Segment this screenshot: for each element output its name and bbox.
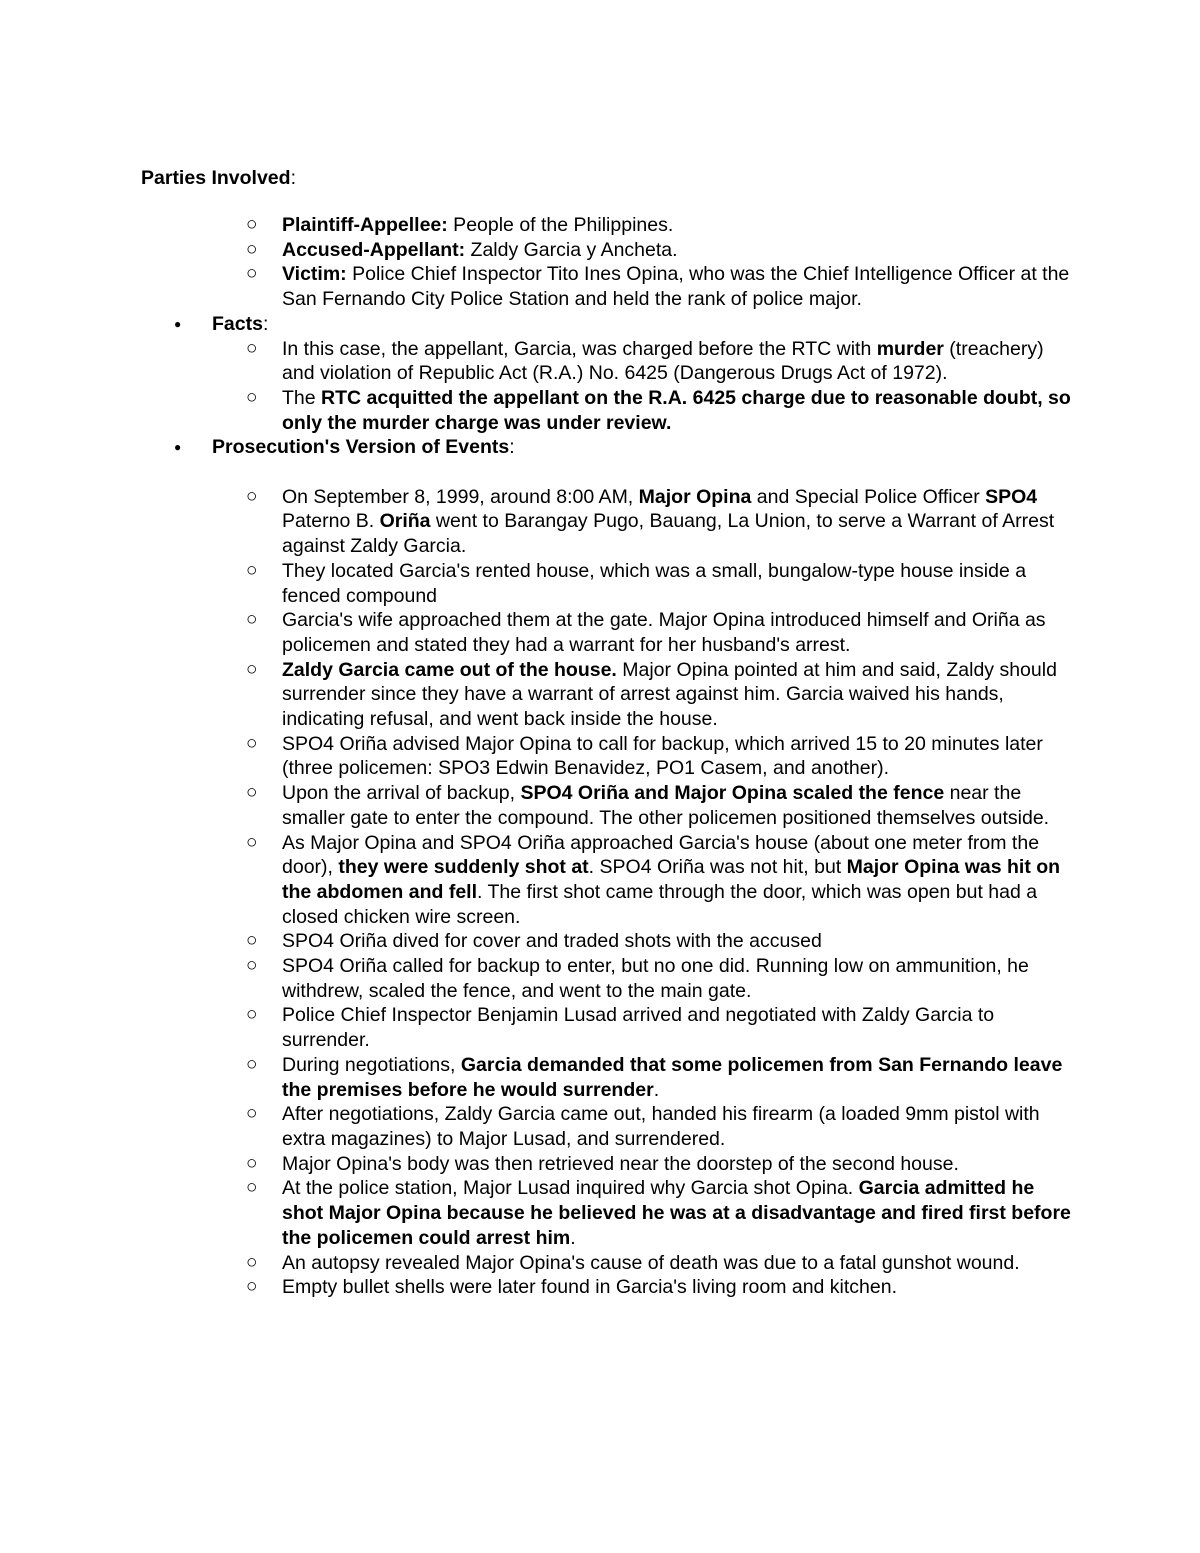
hollow-bullet-icon: ○	[246, 1276, 258, 1298]
event-6-text-b: near the smaller gate to enter the compound. The other policemen positioned themselves outside.	[282, 782, 1050, 829]
hollow-bullet-icon: ○	[246, 1103, 258, 1125]
event-1-text-b: and Special Police Officer	[751, 485, 986, 508]
facts-1-text-a: In this case, the appellant, Garcia, was charged before the RTC with	[282, 337, 877, 360]
prosecution-heading	[0, 435, 1070, 460]
event-1-text-c: Paterno B.	[282, 510, 380, 533]
list-item-victim	[0, 262, 1072, 311]
event-14-bold-a: Garcia admitted he shot Major Opina because he believed he was at a disadvantage and fired first before the policemen could arrest him	[282, 1177, 1071, 1249]
event-16-text-a: Empty bullet shells were later found in Garcia's living room and kitchen.	[282, 1276, 898, 1299]
list-item-event-7	[0, 831, 1072, 930]
event-4-bold-a: Zaldy Garcia came out of the house.	[282, 658, 617, 681]
facts-2-text-a: The	[282, 386, 322, 409]
event-8-text-a: SPO4 Oriña dived for cover and traded shots with the accused	[282, 930, 822, 953]
outline-list	[0, 213, 1200, 1300]
accused-text: Zaldy Garcia y Ancheta.	[465, 238, 678, 261]
event-5-text-a: SPO4 Oriña advised Major Opina to call for backup, which arrived 15 to 20 minutes later (three policemen: SPO3 Edwin Benavidez, PO1 Casem, and another).	[282, 732, 1043, 780]
hollow-bullet-icon: ○	[246, 1004, 258, 1026]
event-9-text-a: SPO4 Oriña called for backup to enter, but no one did. Running low on ammunition, he withdrew, scaled the fence, and went to the main gate.	[282, 955, 1029, 1002]
event-7-bold-b: Major Opina was hit on the abdomen and fell	[282, 856, 1061, 903]
victim-label: Victim:	[282, 263, 347, 286]
parties-heading	[141, 166, 296, 191]
event-14-text-b: .	[570, 1226, 576, 1249]
hollow-bullet-icon: ○	[246, 559, 258, 581]
event-1-text-d: went to Barangay Pugo, Bauang, La Union, to serve a Warrant of Arrest against Zaldy Garcia.	[282, 510, 1055, 558]
hollow-bullet-icon: ○	[246, 1152, 258, 1174]
list-item-facts-2	[0, 386, 1072, 435]
solid-bullet-icon: ●	[174, 316, 182, 331]
list-item-accused	[0, 238, 1072, 263]
list-item-event-3	[0, 608, 1072, 657]
hollow-bullet-icon: ○	[246, 930, 258, 952]
hollow-bullet-icon: ○	[246, 732, 258, 754]
hollow-bullet-icon: ○	[246, 1177, 258, 1199]
event-4-text-a: Major Opina pointed at him and said, Zaldy should surrender since they have a warrant of arrest against him. Garcia waived his hands, indicating refusal, and went back inside the house.	[282, 658, 1057, 731]
plaintiff-text: People of the Philippines.	[447, 214, 674, 236]
hollow-bullet-icon: ○	[246, 782, 258, 804]
event-14-text-a: At the police station, Major Lusad inquired why Garcia shot Opina.	[282, 1177, 859, 1200]
event-15-text-a: An autopsy revealed Major Opina's cause of death was due to a fatal gunshot wound.	[282, 1251, 1020, 1274]
event-10-text-a: Police Chief Inspector Benjamin Lusad arrived and negotiated with Zaldy Garcia to surrender.	[282, 1004, 995, 1052]
list-item-plaintiff	[0, 213, 1072, 238]
list-item-event-12	[0, 1102, 1072, 1151]
event-11-text-b: .	[653, 1078, 660, 1101]
list-item-event-6	[0, 781, 1072, 830]
list-item-event-14	[0, 1176, 1072, 1250]
event-2-text-a: They located Garcia's rented house, which was a small, bungalow-type house inside a fenced compound	[282, 559, 1027, 607]
event-1-text-a: On September 8, 1999, around 8:00 AM,	[282, 485, 639, 508]
event-12-text-a: After negotiations, Zaldy Garcia came out, handed his firearm (a loaded 9mm pistol with extra magazines) to Major Lusad, and surrendered.	[282, 1103, 1040, 1150]
blank-line	[0, 460, 1200, 485]
hollow-bullet-icon: ○	[246, 1053, 258, 1075]
list-item-event-16	[0, 1275, 1072, 1300]
prosecution-heading-text: Prosecution's Version of Events	[212, 436, 510, 459]
event-7-text-c: . The first shot came through the door, which was open but had a closed chicken wire screen.	[282, 880, 1038, 928]
event-1-bold-a: Major Opina	[638, 485, 752, 508]
hollow-bullet-icon: ○	[246, 263, 258, 285]
list-item-event-15	[0, 1251, 1072, 1276]
parties-heading-text: Parties Involved	[141, 167, 291, 189]
hollow-bullet-icon: ○	[246, 831, 258, 853]
facts-heading-text: Facts	[212, 312, 263, 335]
event-11-bold-a: Garcia demanded that some policemen from San Fernando leave the premises before he would surrender	[282, 1053, 1063, 1101]
facts-1-bold-a: murder	[876, 337, 944, 360]
list-item-event-5	[0, 732, 1072, 781]
event-13-text-a: Major Opina's body was then retrieved near the doorstep of the second house.	[282, 1152, 959, 1175]
event-7-bold-a: they were suddenly shot at	[338, 856, 589, 879]
hollow-bullet-icon: ○	[246, 485, 258, 507]
list-item-event-8	[0, 929, 1072, 954]
hollow-bullet-icon: ○	[246, 609, 258, 631]
hollow-bullet-icon: ○	[246, 337, 258, 359]
event-7-text-a: As Major Opina and SPO4 Oriña approached Garcia's house (about one meter from the door),	[282, 831, 1040, 879]
facts-1-text-b: (treachery) and violation of Republic Act (R.A.) No. 6425 (Dangerous Drugs Act of 1972).	[282, 337, 1044, 385]
list-item-event-11	[0, 1053, 1072, 1102]
event-3-text-a: Garcia's wife approached them at the gate. Major Opina introduced himself and Oriña as policemen and stated they had a warrant for her husband's arrest.	[282, 609, 1046, 656]
list-item-event-9	[0, 954, 1072, 1003]
list-item-facts-1	[0, 337, 1072, 386]
facts-heading-colon: :	[262, 312, 269, 335]
parties-heading-colon: :	[290, 167, 296, 189]
event-6-text-a: Upon the arrival of backup,	[282, 782, 521, 805]
hollow-bullet-icon: ○	[246, 1251, 258, 1273]
list-item-event-13	[0, 1152, 1072, 1177]
list-item-event-4	[0, 658, 1072, 732]
accused-label: Accused-Appellant:	[282, 238, 466, 261]
list-item-event-1	[0, 485, 1072, 559]
hollow-bullet-icon: ○	[246, 658, 258, 680]
hollow-bullet-icon: ○	[246, 214, 258, 235]
facts-2-bold-a: RTC acquitted the appellant on the R.A. 6425 charge due to reasonable doubt, so only the murder charge was under review.	[282, 386, 1071, 434]
facts-heading	[0, 312, 1070, 337]
list-item-event-10	[0, 1003, 1072, 1052]
victim-text: Police Chief Inspector Tito Ines Opina, who was the Chief Intelligence Officer at the San Fernando City Police Station and held the rank of police major.	[282, 263, 1070, 311]
hollow-bullet-icon: ○	[246, 955, 258, 977]
event-11-text-a: During negotiations,	[282, 1053, 461, 1076]
event-6-bold-a: SPO4 Oriña and Major Opina scaled the fence	[520, 782, 945, 805]
prosecution-heading-colon: :	[509, 436, 515, 459]
hollow-bullet-icon: ○	[246, 386, 258, 408]
event-1-bold-c: Oriña	[379, 510, 431, 533]
event-1-bold-b: SPO4	[985, 485, 1038, 508]
hollow-bullet-icon: ○	[246, 238, 258, 260]
event-7-text-b: . SPO4 Oriña was not hit, but	[588, 856, 847, 879]
solid-bullet-icon: ●	[174, 440, 182, 455]
plaintiff-label: Plaintiff-Appellee:	[282, 214, 448, 236]
list-item-event-2	[0, 559, 1072, 608]
